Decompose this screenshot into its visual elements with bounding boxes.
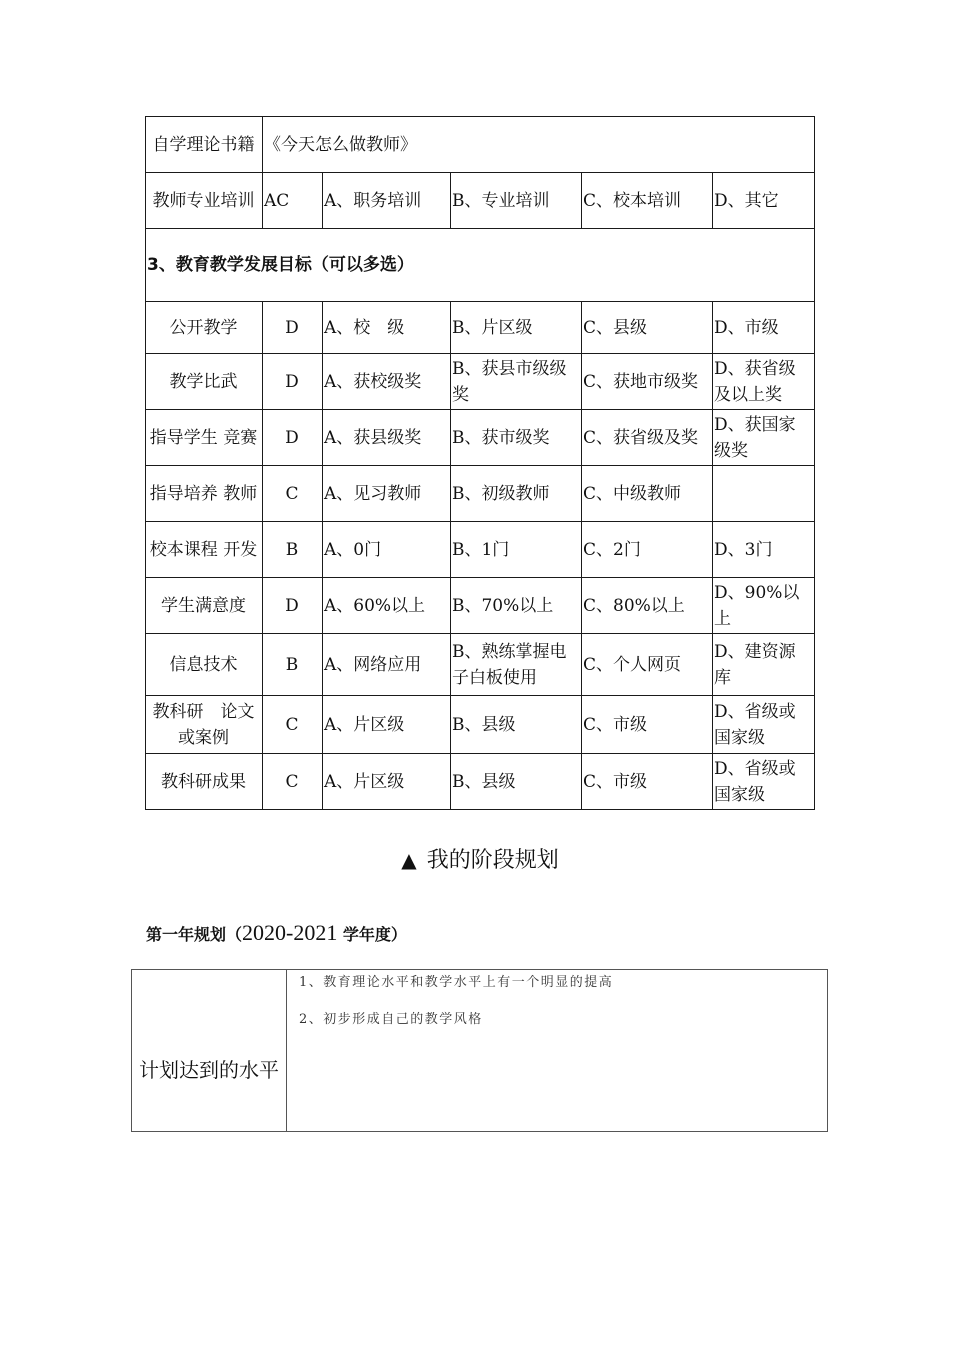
option-c: C、2门 (582, 522, 713, 578)
stage-plan-title: 我的阶段规划 (426, 848, 559, 873)
row-label: 信息技术 (146, 634, 263, 696)
option-c: C、中级教师 (582, 466, 713, 522)
plan-item: 2、初步形成自己的教学风格 (299, 1012, 483, 1027)
option-d (713, 466, 815, 522)
table-row (146, 634, 815, 696)
option-c: C、个人网页 (582, 634, 713, 696)
row-label: 自学理论书籍 (146, 117, 263, 173)
option-b: B、专业培训 (451, 173, 582, 229)
option-a: A、获校级奖 (323, 354, 451, 410)
row-label: 校本课程 开发 (146, 522, 263, 578)
option-a: A、片区级 (323, 754, 451, 810)
option-c: C、校本培训 (582, 173, 713, 229)
option-b: B、初级教师 (451, 466, 582, 522)
answer-cell: C (263, 466, 323, 522)
book-title: 《今天怎么做教师》 (263, 117, 815, 173)
option-d: D、获省级及以上奖 (713, 354, 815, 410)
year-title-prefix: 第一年规划（ (146, 925, 243, 944)
row-label: 教学比武 (146, 354, 263, 410)
triangle-icon: ▲ (401, 848, 417, 872)
plan-item: 1、教育理论水平和教学水平上有一个明显的提高 (299, 975, 614, 990)
answer-cell: B (263, 634, 323, 696)
year-plan-title (146, 920, 407, 946)
development-goals-table (145, 116, 815, 810)
row-label: 教师专业培训 (146, 173, 263, 229)
school-years: 2020-2021 (242, 920, 338, 945)
table-row (146, 466, 815, 522)
table-row (146, 522, 815, 578)
option-a: A、获县级奖 (323, 410, 451, 466)
option-d: D、省级或国家级 (713, 754, 815, 810)
stage-plan-heading (0, 843, 960, 874)
table-row (146, 410, 815, 466)
table-row (146, 173, 815, 229)
row-label: 指导学生 竞赛 (146, 410, 263, 466)
answer-cell: B (263, 522, 323, 578)
answer-cell: C (263, 754, 323, 810)
option-d: D、90%以上 (713, 578, 815, 634)
option-c: C、市级 (582, 754, 713, 810)
answer-cell: C (263, 696, 323, 754)
option-b: B、获市级奖 (451, 410, 582, 466)
row-label: 学生满意度 (146, 578, 263, 634)
option-a: A、0门 (323, 522, 451, 578)
option-c: C、市级 (582, 696, 713, 754)
option-b: B、1门 (451, 522, 582, 578)
option-a: A、网络应用 (323, 634, 451, 696)
row-label: 公开教学 (146, 302, 263, 354)
answer-cell: AC (263, 173, 323, 229)
answer-cell: D (263, 302, 323, 354)
option-a: A、职务培训 (323, 173, 451, 229)
table-row (146, 354, 815, 410)
option-c: C、80%以上 (582, 578, 713, 634)
table-row (146, 117, 815, 173)
row-label: 指导培养 教师 (146, 466, 263, 522)
option-d: D、市级 (713, 302, 815, 354)
option-a: A、校 级 (323, 302, 451, 354)
option-d: D、其它 (713, 173, 815, 229)
option-b: B、县级 (451, 754, 582, 810)
section-heading: 3、教育教学发展目标（可以多选） (146, 229, 815, 302)
answer-cell: D (263, 354, 323, 410)
option-b: B、获县市级级奖 (451, 354, 582, 410)
option-d: D、获国家级奖 (713, 410, 815, 466)
section-heading-row (146, 229, 815, 302)
row-label: 教科研 论文或案例 (146, 696, 263, 754)
option-d: D、省级或国家级 (713, 696, 815, 754)
plan-items (287, 970, 828, 1132)
option-d: D、3门 (713, 522, 815, 578)
option-b: B、熟练掌握电子白板使用 (451, 634, 582, 696)
year-title-suffix: 学年度） (337, 925, 407, 944)
option-c: C、县级 (582, 302, 713, 354)
row-label: 教科研成果 (146, 754, 263, 810)
option-c: C、获省级及奖 (582, 410, 713, 466)
option-a: A、片区级 (323, 696, 451, 754)
option-c: C、获地市级奖 (582, 354, 713, 410)
table-row (146, 578, 815, 634)
answer-cell: D (263, 578, 323, 634)
plan-level-label: 计划达到的水平 (132, 970, 287, 1132)
year-plan-table (131, 969, 828, 1132)
option-b: B、70%以上 (451, 578, 582, 634)
option-b: B、片区级 (451, 302, 582, 354)
option-b: B、县级 (451, 696, 582, 754)
table-row (146, 302, 815, 354)
option-a: A、见习教师 (323, 466, 451, 522)
option-a: A、60%以上 (323, 578, 451, 634)
table-row (146, 754, 815, 810)
answer-cell: D (263, 410, 323, 466)
option-d: D、建资源库 (713, 634, 815, 696)
table-row (146, 696, 815, 754)
